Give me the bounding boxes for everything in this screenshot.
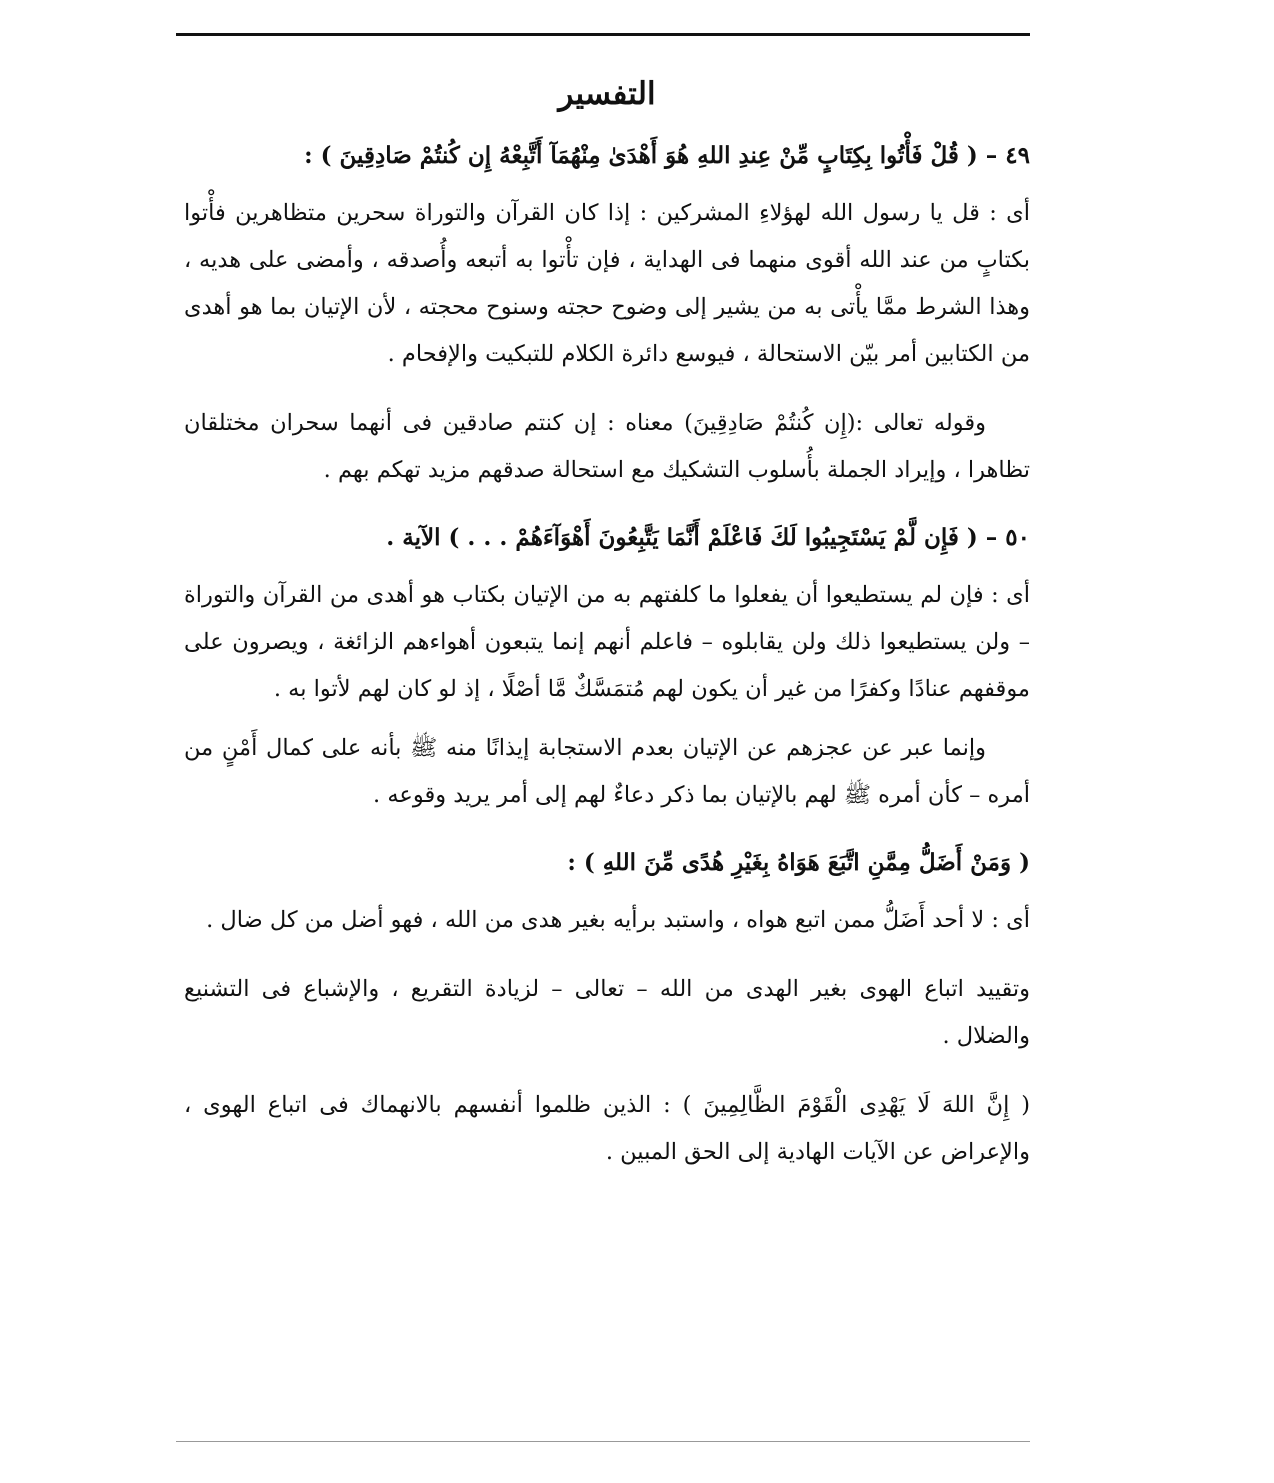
verse-50b-explanation: أى : لا أحد أَضَلُّ ممن اتبع هواه ، واستبد برأيه بغير هدى من الله ، فهو أضل من كل ضال . <box>206 907 1030 933</box>
verse-50-commentary: وإنما عبر عن عجزهم عن الإتيان بعدم الاستجابة إيذانًا منه ﷺ بأنه على كمال أَمْنٍ من أمره – كأن أمره ﷺ لهم بالإتيان بما ذكر دعاءٌ لهم إلى أمر يريد وقوعه . <box>184 735 1030 808</box>
top-rule <box>176 33 1030 36</box>
page-body <box>184 70 1030 1176</box>
verse-50b-commentary: وتقييد اتباع الهوى بغير الهدى من الله – تعالى – لزيادة التقريع ، والإشباع فى التشنيع والضلال . <box>184 976 1030 1049</box>
verse-49-commentary: وقوله تعالى :(إِن كُنتُمْ صَادِقِينَ) معناه : إن كنتم صادقين فى أنهما سحران مختلقان تظاهرا ، وإيراد الجملة بأُسلوب التشكيك مع استحالة صدقهم مزيد تهكم بهم . <box>184 410 1030 483</box>
page-title: التفسير <box>558 76 656 112</box>
verse-49-explanation: أى : قل يا رسول الله لهؤلاءِ المشركين : إذا كان القرآن والتوراة سحرين متظاهرين فأْتوا بكتابٍ من عند الله أقوى منهما فى الهداية ، فإن تأْتوا به أتبعه وأُصدقه ، وأمضى على هديه ، وهذا الشرط ممَّا يأْتى به من يشير إلى وضوح حجته وسنوح محجته ، لأن الإتيان بما هو أهدى من الكتابين أمر بيّن الاستحالة ، فيوسع دائرة الكلام للتبكيت والإفحام . <box>184 200 1030 367</box>
verse-50b-heading: ( وَمَنْ أَضَلُّ مِمَّنِ اتَّبَعَ هَوَاهُ بِغَيْرِ هُدًى مِّنَ اللهِ ) : <box>567 849 1030 876</box>
verse-50-heading: ٥٠ – ( فَإِن لَّمْ يَسْتَجِيبُوا لَكَ فَاعْلَمْ أَنَّمَا يَتَّبِعُونَ أَهْوَآءَهُمْ . . . ) الآية . <box>386 524 1030 551</box>
verse-49-heading: ٤٩ – ( قُلْ فَأْتُوا بِكِتَابٍ مِّنْ عِندِ اللهِ هُوَ أَهْدَىٰ مِنْهُمَآ أَتَّبِعْهُ إِن كُنتُمْ صَادِقِينَ ) : <box>304 142 1030 169</box>
bottom-rule <box>176 1441 1030 1442</box>
verse-50-explanation: أى : فإن لم يستطيعوا أن يفعلوا ما كلفتهم به من الإتيان بكتاب هو أهدى من القرآن والتوراة – ولن يستطيعوا ذلك ولن يقابلوه – فاعلم أنهم إنما يتبعون أهواءهم الزائغة ، ويصرون على موقفهم عنادًا وكفرًا من غير أن يكون لهم مُتمَسَّكٌ مَّا أصْلًا ، إذ لو كان لهم لأتوا به . <box>184 582 1030 702</box>
verse-50c-explanation: ( إِنَّ اللهَ لَا يَهْدِى الْقَوْمَ الظَّالِمِينَ ) : الذين ظلموا أنفسهم بالانهماك فى اتباع الهوى ، والإعراض عن الآيات الهادية إلى الحق المبين . <box>184 1092 1030 1165</box>
